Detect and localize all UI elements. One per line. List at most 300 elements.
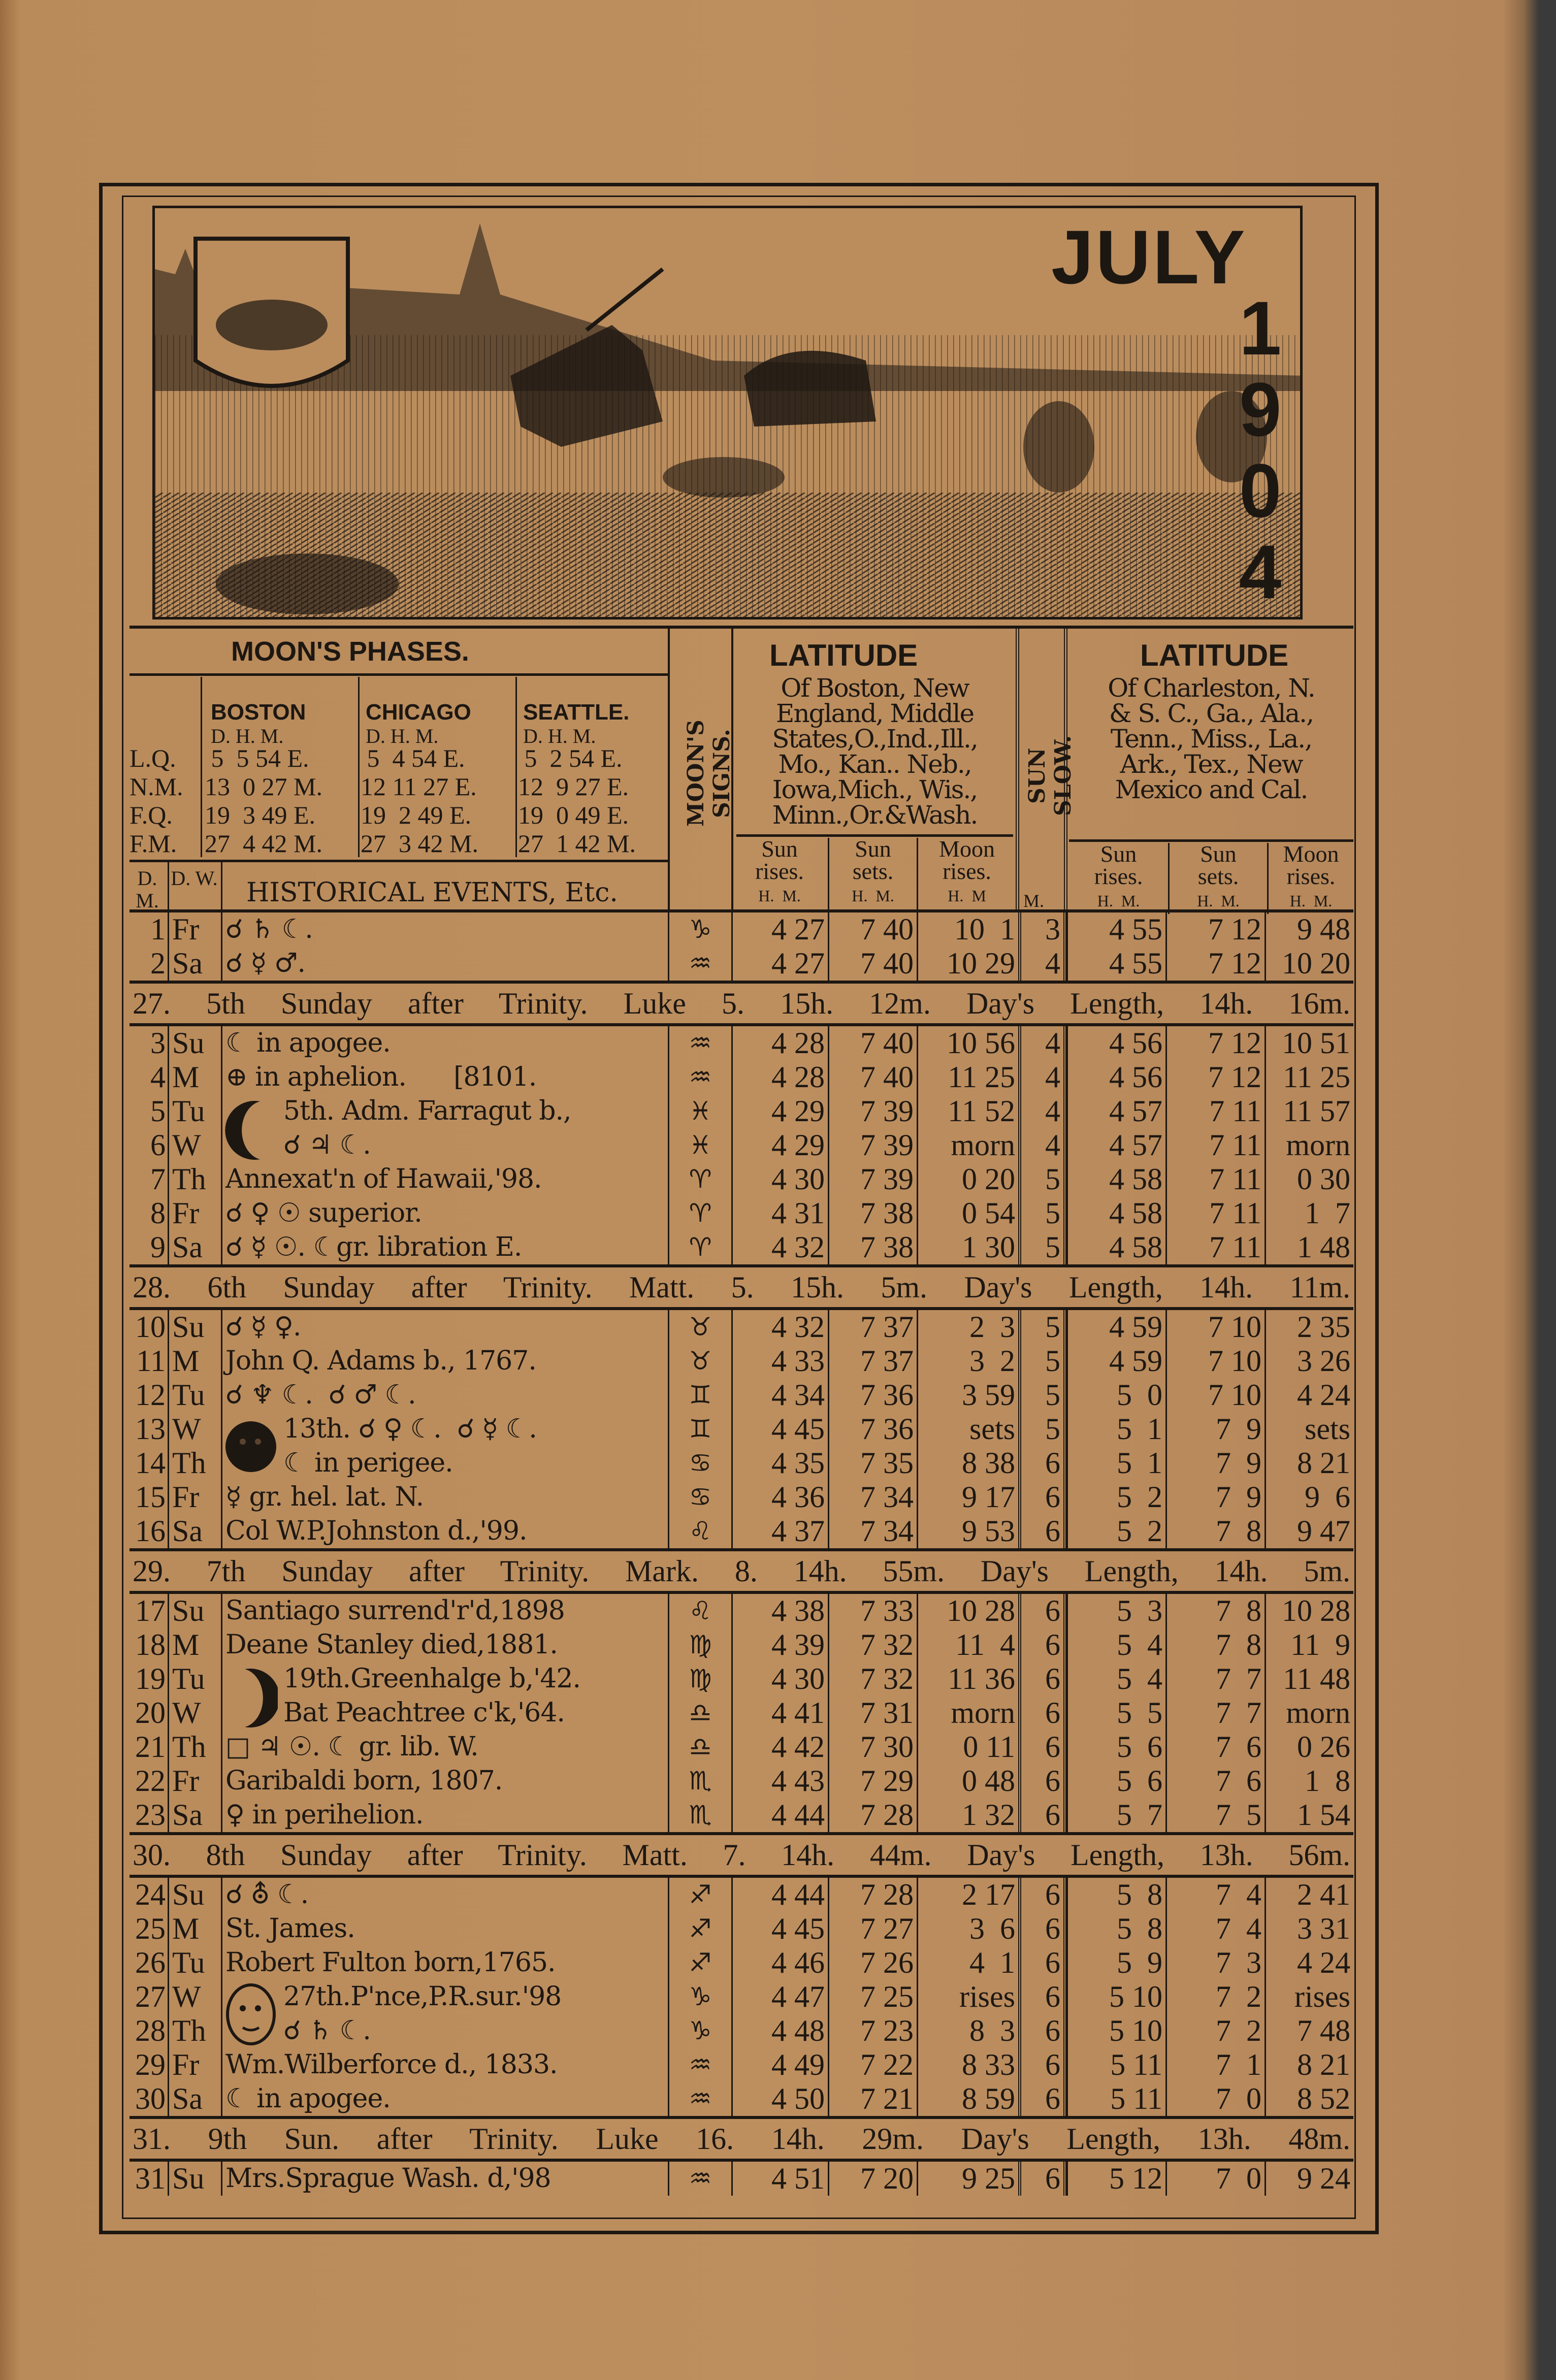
charleston-sunrise: 5 4 [1066, 1628, 1165, 1662]
charleston-sunrise: 5 9 [1066, 1946, 1165, 1980]
sun-slow-minutes: 6 [1018, 1730, 1066, 1764]
event-text [221, 1980, 668, 2014]
charleston-sunset: 7 10 [1165, 1344, 1265, 1378]
day-row [129, 1514, 1353, 1548]
column-subheader [1168, 843, 1267, 914]
boston-moonrise: 2 3 [917, 1310, 1018, 1344]
charleston-sunrise: 5 0 [1066, 1378, 1165, 1412]
boston-moonrise: 8 3 [917, 2014, 1018, 2048]
event-text: Annexat'n of Hawaii,'98. [225, 1164, 542, 1194]
moon-sign: ♌ [668, 1514, 731, 1548]
event-text: ☿ gr. hel. lat. N. [225, 1482, 424, 1512]
sun-slow-minutes: 5 [1018, 1412, 1066, 1446]
unit-label: H. M. [852, 887, 894, 905]
charleston-sunrise: 4 58 [1066, 1196, 1165, 1230]
year-digit: 0 [1239, 448, 1282, 533]
event-text [221, 1344, 668, 1378]
moon-sign: ♈ [668, 1230, 731, 1264]
charleston-sunrise: 5 7 [1066, 1798, 1165, 1832]
event-text: Santiago surrend'r'd,1898 [225, 1595, 565, 1626]
boston-sunset: 7 28 [828, 1798, 917, 1832]
charleston-sunset: 7 4 [1165, 1878, 1265, 1912]
day-row [129, 1412, 1353, 1446]
day-of-week: Sa [168, 1798, 221, 1832]
sun-slow-minutes: 6 [1018, 1594, 1066, 1628]
seattle-phase-time: 12 9 27 E. [518, 772, 629, 801]
day-of-month: 16 [135, 1514, 166, 1548]
charleston-moonrise: 11 9 [1265, 1628, 1353, 1662]
boston-moonrise: 9 25 [917, 2162, 1018, 2196]
sunday-row [129, 1548, 1353, 1594]
event-text: ☌ ♀ ☉ superior. [225, 1198, 422, 1228]
day-row [129, 1798, 1353, 1832]
day-of-week: Sa [168, 2082, 221, 2116]
sun-slow-minutes: 6 [1018, 1480, 1066, 1514]
event-text: ☌ ♄ ☾. [225, 914, 313, 944]
charleston-sunset: 7 9 [1165, 1412, 1265, 1446]
event-text [221, 1412, 668, 1446]
boston-sunset: 7 38 [828, 1230, 917, 1264]
charleston-sunrise: 5 1 [1066, 1446, 1165, 1480]
sun-slow-minutes: 6 [1018, 2014, 1066, 2048]
sun-slow-minutes: 6 [1018, 1446, 1066, 1480]
boston-moonrise: 9 53 [917, 1514, 1018, 1548]
day-of-month: 17 [135, 1594, 166, 1627]
boston-sunset: 7 36 [828, 1378, 917, 1412]
seattle-phase-time: 19 0 49 E. [518, 801, 629, 829]
event-text [221, 1196, 668, 1230]
charleston-sunrise: 5 11 [1066, 2082, 1165, 2116]
day-of-week: M [168, 1912, 221, 1946]
sunday-row [129, 1264, 1353, 1310]
day-row [129, 1878, 1353, 1912]
event-text [221, 1378, 668, 1412]
day-of-month: 25 [135, 1912, 166, 1945]
boston-sunrise: 4 49 [731, 2048, 828, 2082]
phase-label: F.M. [129, 829, 177, 858]
moon-sign: ♒ [668, 2162, 731, 2196]
boston-phase-time: 27 4 42 M. [205, 829, 322, 858]
dhm-label: D. H. M. [211, 725, 284, 747]
boston-sunrise: 4 28 [731, 1060, 828, 1094]
moon-sign: ♐ [668, 1912, 731, 1946]
charleston-sunrise: 5 3 [1066, 1594, 1165, 1628]
year-digit: 9 [1239, 367, 1282, 452]
day-of-month: 23 [135, 1798, 166, 1832]
boston-sunset: 7 38 [828, 1196, 917, 1230]
charleston-sunset: 7 8 [1165, 1628, 1265, 1662]
city-chicago: CHICAGO [366, 700, 471, 725]
day-of-week: M [168, 1344, 221, 1378]
event-text [221, 1446, 668, 1480]
event-text: ☌ ♆ ☾. ☌ ♂ ☾. [225, 1380, 416, 1410]
sunday-row [129, 981, 1353, 1026]
day-of-week: Su [168, 1594, 221, 1628]
moon-sign: ♒ [668, 2082, 731, 2116]
dm-header: D. M. [136, 867, 159, 912]
charleston-sunset: 7 8 [1165, 1514, 1265, 1548]
day-row [129, 1628, 1353, 1662]
boston-sunset: 7 23 [828, 2014, 917, 2048]
month-title: JULY [1051, 214, 1247, 300]
day-of-month: 14 [135, 1446, 166, 1480]
latitude-region-line: Iowa,Mich., Wis., [772, 775, 978, 804]
event-text: Bat Peachtree c'k,'64. [283, 1698, 565, 1728]
charleston-sunset: 7 6 [1165, 1730, 1265, 1764]
sun-slow-header: SUN SLOW. [1024, 735, 1076, 817]
boston-moonrise: 8 38 [917, 1446, 1018, 1480]
sun-slow-minutes: 5 [1018, 1378, 1066, 1412]
boston-sunset: 7 40 [828, 1060, 917, 1094]
event-text: ♀ in perihelion. [225, 1800, 424, 1830]
seattle-phase-time: 27 1 42 M. [518, 829, 636, 858]
event-text [221, 1310, 668, 1344]
boston-sunrise: 4 42 [731, 1730, 828, 1764]
charleston-sunset: 7 11 [1165, 1162, 1265, 1196]
day-of-week: Th [168, 1446, 221, 1480]
day-of-month: 22 [135, 1764, 166, 1798]
boston-sunrise: 4 45 [731, 1912, 828, 1946]
day-of-month: 12 [135, 1378, 166, 1412]
event-text: Deane Stanley died,1881. [225, 1629, 558, 1660]
sunday-row [129, 1832, 1353, 1878]
charleston-sunrise: 5 12 [1066, 2162, 1165, 2196]
sun-slow-minutes: 6 [1018, 1628, 1066, 1662]
charleston-moonrise: sets [1265, 1412, 1353, 1446]
event-text: □ ♃ ☉. ☾ gr. lib. W. [225, 1732, 478, 1762]
sun-slow-minutes: 6 [1018, 1980, 1066, 2014]
boston-sunset: 7 20 [828, 2162, 917, 2196]
day-of-week: Th [168, 2014, 221, 2048]
charleston-sunset: 7 11 [1165, 1094, 1265, 1128]
boston-moonrise: 10 28 [917, 1594, 1018, 1628]
subheader-text: Sun [855, 836, 891, 862]
sun-slow-minutes: 5 [1018, 1344, 1066, 1378]
moons-signs-header: MOON'S SIGNS. [683, 720, 735, 827]
charleston-moonrise: 10 51 [1265, 1026, 1353, 1060]
moon-sign: ♋ [668, 1480, 731, 1514]
event-text [221, 1480, 668, 1514]
day-row [129, 1480, 1353, 1514]
column-subheader [1267, 843, 1353, 914]
boston-sunrise: 4 47 [731, 1980, 828, 2014]
day-of-week: Fr [168, 912, 221, 947]
moon-sign: ♒ [668, 1026, 731, 1060]
charleston-sunrise: 5 10 [1066, 2014, 1165, 2048]
charleston-moonrise: 0 26 [1265, 1730, 1353, 1764]
latitude-region-line: Tenn., Miss., La., [1110, 724, 1312, 754]
day-of-week: Su [168, 1878, 221, 1912]
subheader-text: rises. [1094, 863, 1143, 889]
moon-sign: ♐ [668, 1878, 731, 1912]
boston-moonrise: 11 25 [917, 1060, 1018, 1094]
charleston-moonrise: 3 31 [1265, 1912, 1353, 1946]
event-text: ☾ in perigee. [283, 1448, 453, 1478]
event-text: 19th.Greenhalge b,'42. [283, 1664, 581, 1694]
day-row [129, 1662, 1353, 1696]
charleston-sunset: 7 7 [1165, 1662, 1265, 1696]
column-subheader [828, 838, 917, 914]
charleston-sunset: 7 9 [1165, 1480, 1265, 1514]
event-text [221, 1764, 668, 1798]
boston-moonrise: 10 1 [917, 912, 1018, 947]
day-row [129, 1094, 1353, 1128]
dhm-label: D. H. M. [523, 725, 596, 747]
day-of-week: Sa [168, 1230, 221, 1264]
boston-sunrise: 4 27 [731, 912, 828, 947]
sun-slow-minutes: 6 [1018, 1912, 1066, 1946]
charleston-sunrise: 5 8 [1066, 1912, 1165, 1946]
day-of-week: Tu [168, 1378, 221, 1412]
moon-sign: ♎ [668, 1730, 731, 1764]
boston-sunrise: 4 43 [731, 1764, 828, 1798]
day-row [129, 2048, 1353, 2082]
boston-sunrise: 4 27 [731, 947, 828, 981]
sunday-text: 29. 7th Sunday after Trinity. Mark. 8. 14h. 55m. Day's Length, 14h. 5m. [133, 1554, 1350, 1588]
unit-label: H. M. [1289, 892, 1333, 910]
charleston-sunset: 7 6 [1165, 1764, 1265, 1798]
charleston-sunset: 7 11 [1165, 1196, 1265, 1230]
event-text: 5th. Adm. Farragut b., [283, 1096, 571, 1126]
boston-moonrise: 9 17 [917, 1480, 1018, 1514]
latitude-region-line: Of Charleston, N. [1108, 673, 1315, 703]
day-row [129, 2162, 1353, 2196]
boston-phase-time: 19 3 49 E. [205, 801, 316, 829]
day-of-week: W [168, 1980, 221, 2014]
charleston-moonrise: rises [1265, 1980, 1353, 2014]
moon-phase-row [129, 801, 668, 830]
day-row [129, 1446, 1353, 1480]
boston-sunset: 7 32 [828, 1628, 917, 1662]
day-of-month: 27 [135, 1980, 166, 2013]
charleston-moonrise: 11 48 [1265, 1662, 1353, 1696]
charleston-sunset: 7 1 [1165, 2048, 1265, 2082]
sun-slow-minutes: 6 [1018, 1514, 1066, 1548]
event-text [221, 2048, 668, 2082]
event-text [221, 1594, 668, 1628]
table-header [129, 626, 1353, 912]
day-of-week: Su [168, 2162, 221, 2196]
boston-moonrise: 0 11 [917, 1730, 1018, 1764]
charleston-sunrise: 4 59 [1066, 1344, 1165, 1378]
day-of-week: M [168, 1628, 221, 1662]
boston-sunset: 7 21 [828, 2082, 917, 2116]
day-of-week: Tu [168, 1094, 221, 1128]
boston-sunrise: 4 45 [731, 1412, 828, 1446]
boston-sunrise: 4 29 [731, 1094, 828, 1128]
moon-sign: ♊ [668, 1378, 731, 1412]
charleston-sunrise: 5 10 [1066, 1980, 1165, 2014]
boston-sunset: 7 26 [828, 1946, 917, 1980]
boston-sunrise: 4 48 [731, 2014, 828, 2048]
event-text: Robert Fulton born,1765. [225, 1947, 556, 1978]
day-row [129, 1026, 1353, 1060]
day-of-month: 15 [135, 1480, 166, 1514]
event-text [221, 1696, 668, 1730]
charleston-moonrise: 2 35 [1265, 1310, 1353, 1344]
day-of-week: Tu [168, 1946, 221, 1980]
boston-sunrise: 4 33 [731, 1344, 828, 1378]
subheader-text: Moon [939, 836, 995, 862]
day-row [129, 912, 1353, 947]
chicago-phase-time: 12 11 27 E. [361, 772, 477, 801]
boston-sunset: 7 36 [828, 1412, 917, 1446]
day-row [129, 1310, 1353, 1344]
boston-moonrise: 8 59 [917, 2082, 1018, 2116]
boston-sunrise: 4 44 [731, 1878, 828, 1912]
boston-moonrise: 10 56 [917, 1026, 1018, 1060]
charleston-sunset: 7 4 [1165, 1912, 1265, 1946]
day-of-week: Fr [168, 1196, 221, 1230]
day-row [129, 1230, 1353, 1264]
day-of-month: 28 [135, 2014, 166, 2047]
sunday-text: 28. 6th Sunday after Trinity. Matt. 5. 15h. 5m. Day's Length, 14h. 11m. [133, 1270, 1350, 1304]
day-row [129, 1696, 1353, 1730]
charleston-moonrise: morn [1265, 1128, 1353, 1162]
boston-sunset: 7 25 [828, 1980, 917, 2014]
boston-moonrise: morn [917, 1128, 1018, 1162]
moon-sign: ♑ [668, 912, 731, 947]
boston-sunrise: 4 32 [731, 1230, 828, 1264]
seattle-phase-time: 5 2 54 E. [518, 744, 623, 772]
chicago-phase-time: 19 2 49 E. [361, 801, 472, 829]
boston-sunrise: 4 38 [731, 1594, 828, 1628]
event-text [221, 1730, 668, 1764]
latitude-region-line: Minn.,Or.&Wash. [772, 800, 978, 830]
charleston-moonrise: 11 25 [1265, 1060, 1353, 1094]
charleston-moonrise: 1 7 [1265, 1196, 1353, 1230]
event-text [221, 1230, 668, 1264]
day-of-week: Th [168, 1162, 221, 1196]
moon-sign: ♓ [668, 1128, 731, 1162]
event-text [221, 2014, 668, 2048]
moon-sign: ♓ [668, 1094, 731, 1128]
moon-sign: ♍ [668, 1628, 731, 1662]
event-text [221, 2162, 668, 2196]
day-of-week: W [168, 1412, 221, 1446]
charleston-moonrise: 9 48 [1265, 912, 1353, 947]
day-of-month: 7 [150, 1162, 166, 1196]
event-text: Wm.Wilberforce d., 1833. [225, 2049, 558, 2080]
chicago-phase-time: 5 4 54 E. [361, 744, 465, 772]
charleston-sunrise: 5 2 [1066, 1480, 1165, 1514]
charleston-moonrise: 4 24 [1265, 1946, 1353, 1980]
charleston-sunset: 7 11 [1165, 1230, 1265, 1264]
day-of-month: 24 [135, 1878, 166, 1911]
day-of-month: 4 [150, 1060, 166, 1094]
charleston-moonrise: 9 47 [1265, 1514, 1353, 1548]
latitude-region-line: England, Middle [775, 699, 974, 728]
latitude-region-line: Ark., Tex., New [1120, 749, 1303, 779]
sun-slow-minutes: 6 [1018, 1798, 1066, 1832]
charleston-moonrise: 2 41 [1265, 1878, 1353, 1912]
day-of-week: W [168, 1128, 221, 1162]
sun-slow-minutes: 5 [1018, 1196, 1066, 1230]
event-text: Garibaldi born, 1807. [225, 1766, 503, 1796]
boston-sunrise: 4 37 [731, 1514, 828, 1548]
charleston-sunset: 7 8 [1165, 1594, 1265, 1628]
sun-slow-minutes: 5 [1018, 1310, 1066, 1344]
boston-sunrise: 4 50 [731, 2082, 828, 2116]
event-text [221, 1878, 668, 1912]
boston-moonrise: sets [917, 1412, 1018, 1446]
day-of-month: 10 [135, 1310, 166, 1344]
boston-sunset: 7 39 [828, 1094, 917, 1128]
boston-sunset: 7 40 [828, 912, 917, 947]
phase-label: L.Q. [129, 744, 176, 772]
moon-sign: ♑ [668, 2014, 731, 2048]
boston-sunrise: 4 51 [731, 2162, 828, 2196]
charleston-sunrise: 4 55 [1066, 912, 1165, 947]
dhm-label: D. H. M. [366, 725, 439, 747]
charleston-sunset: 7 0 [1165, 2162, 1265, 2196]
charleston-sunset: 7 10 [1165, 1378, 1265, 1412]
charleston-sunrise: 4 58 [1066, 1162, 1165, 1196]
boston-moonrise: 3 59 [917, 1378, 1018, 1412]
event-text: Mrs.Sprague Wash. d,'98 [225, 2163, 551, 2194]
sun-slow-minutes: 6 [1018, 1878, 1066, 1912]
day-of-week: Th [168, 1730, 221, 1764]
boston-sunrise: 4 46 [731, 1946, 828, 1980]
latitude-region-line: Mo., Kan.. Neb., [778, 749, 971, 779]
day-of-week: Sa [168, 1514, 221, 1548]
day-of-month: 9 [150, 1230, 166, 1264]
charleston-moonrise: 8 21 [1265, 1446, 1353, 1480]
sun-slow-minutes: 5 [1018, 1230, 1066, 1264]
day-of-month: 31 [135, 2162, 166, 2195]
charleston-sunset: 7 9 [1165, 1446, 1265, 1480]
day-row [129, 1730, 1353, 1764]
event-text: Col W.P.Johnston d.,'99. [225, 1516, 527, 1546]
day-row [129, 1764, 1353, 1798]
boston-sunset: 7 28 [828, 1878, 917, 1912]
boston-moonrise: 3 6 [917, 1912, 1018, 1946]
boston-moonrise: 11 4 [917, 1628, 1018, 1662]
charleston-sunrise: 5 6 [1066, 1764, 1165, 1798]
charleston-moonrise: 8 21 [1265, 2048, 1353, 2082]
moon-sign: ♈ [668, 1162, 731, 1196]
event-text [221, 1662, 668, 1696]
boston-moonrise: 0 48 [917, 1764, 1018, 1798]
event-text [221, 1026, 668, 1060]
day-of-week: Fr [168, 2048, 221, 2082]
sun-slow-minutes: 3 [1018, 912, 1066, 947]
moon-phase-row [129, 830, 668, 858]
moon-sign: ♊ [668, 1412, 731, 1446]
moon-sign: ♒ [668, 1060, 731, 1094]
day-row [129, 1980, 1353, 2014]
charleston-moonrise: 3 26 [1265, 1344, 1353, 1378]
moon-phases-title: MOON'S PHASES. [231, 636, 469, 667]
day-row [129, 1594, 1353, 1628]
event-text: 27th.P'nce,P.R.sur.'98 [283, 1981, 562, 2012]
day-of-week: Su [168, 1026, 221, 1060]
year-digit: 1 [1239, 285, 1282, 371]
charleston-sunrise: 5 6 [1066, 1730, 1165, 1764]
sun-slow-minutes: 6 [1018, 1662, 1066, 1696]
day-row [129, 1196, 1353, 1230]
day-row [129, 1912, 1353, 1946]
subheader-text: rises. [755, 858, 804, 884]
boston-sunrise: 4 34 [731, 1378, 828, 1412]
day-of-week: W [168, 1696, 221, 1730]
day-of-week: Su [168, 1310, 221, 1344]
event-text: St. James. [225, 1913, 355, 1944]
boston-sunset: 7 30 [828, 1730, 917, 1764]
boston-sunset: 7 31 [828, 1696, 917, 1730]
charleston-sunrise: 4 57 [1066, 1094, 1165, 1128]
event-text: ☌ ♃ ☾. [283, 1130, 371, 1160]
